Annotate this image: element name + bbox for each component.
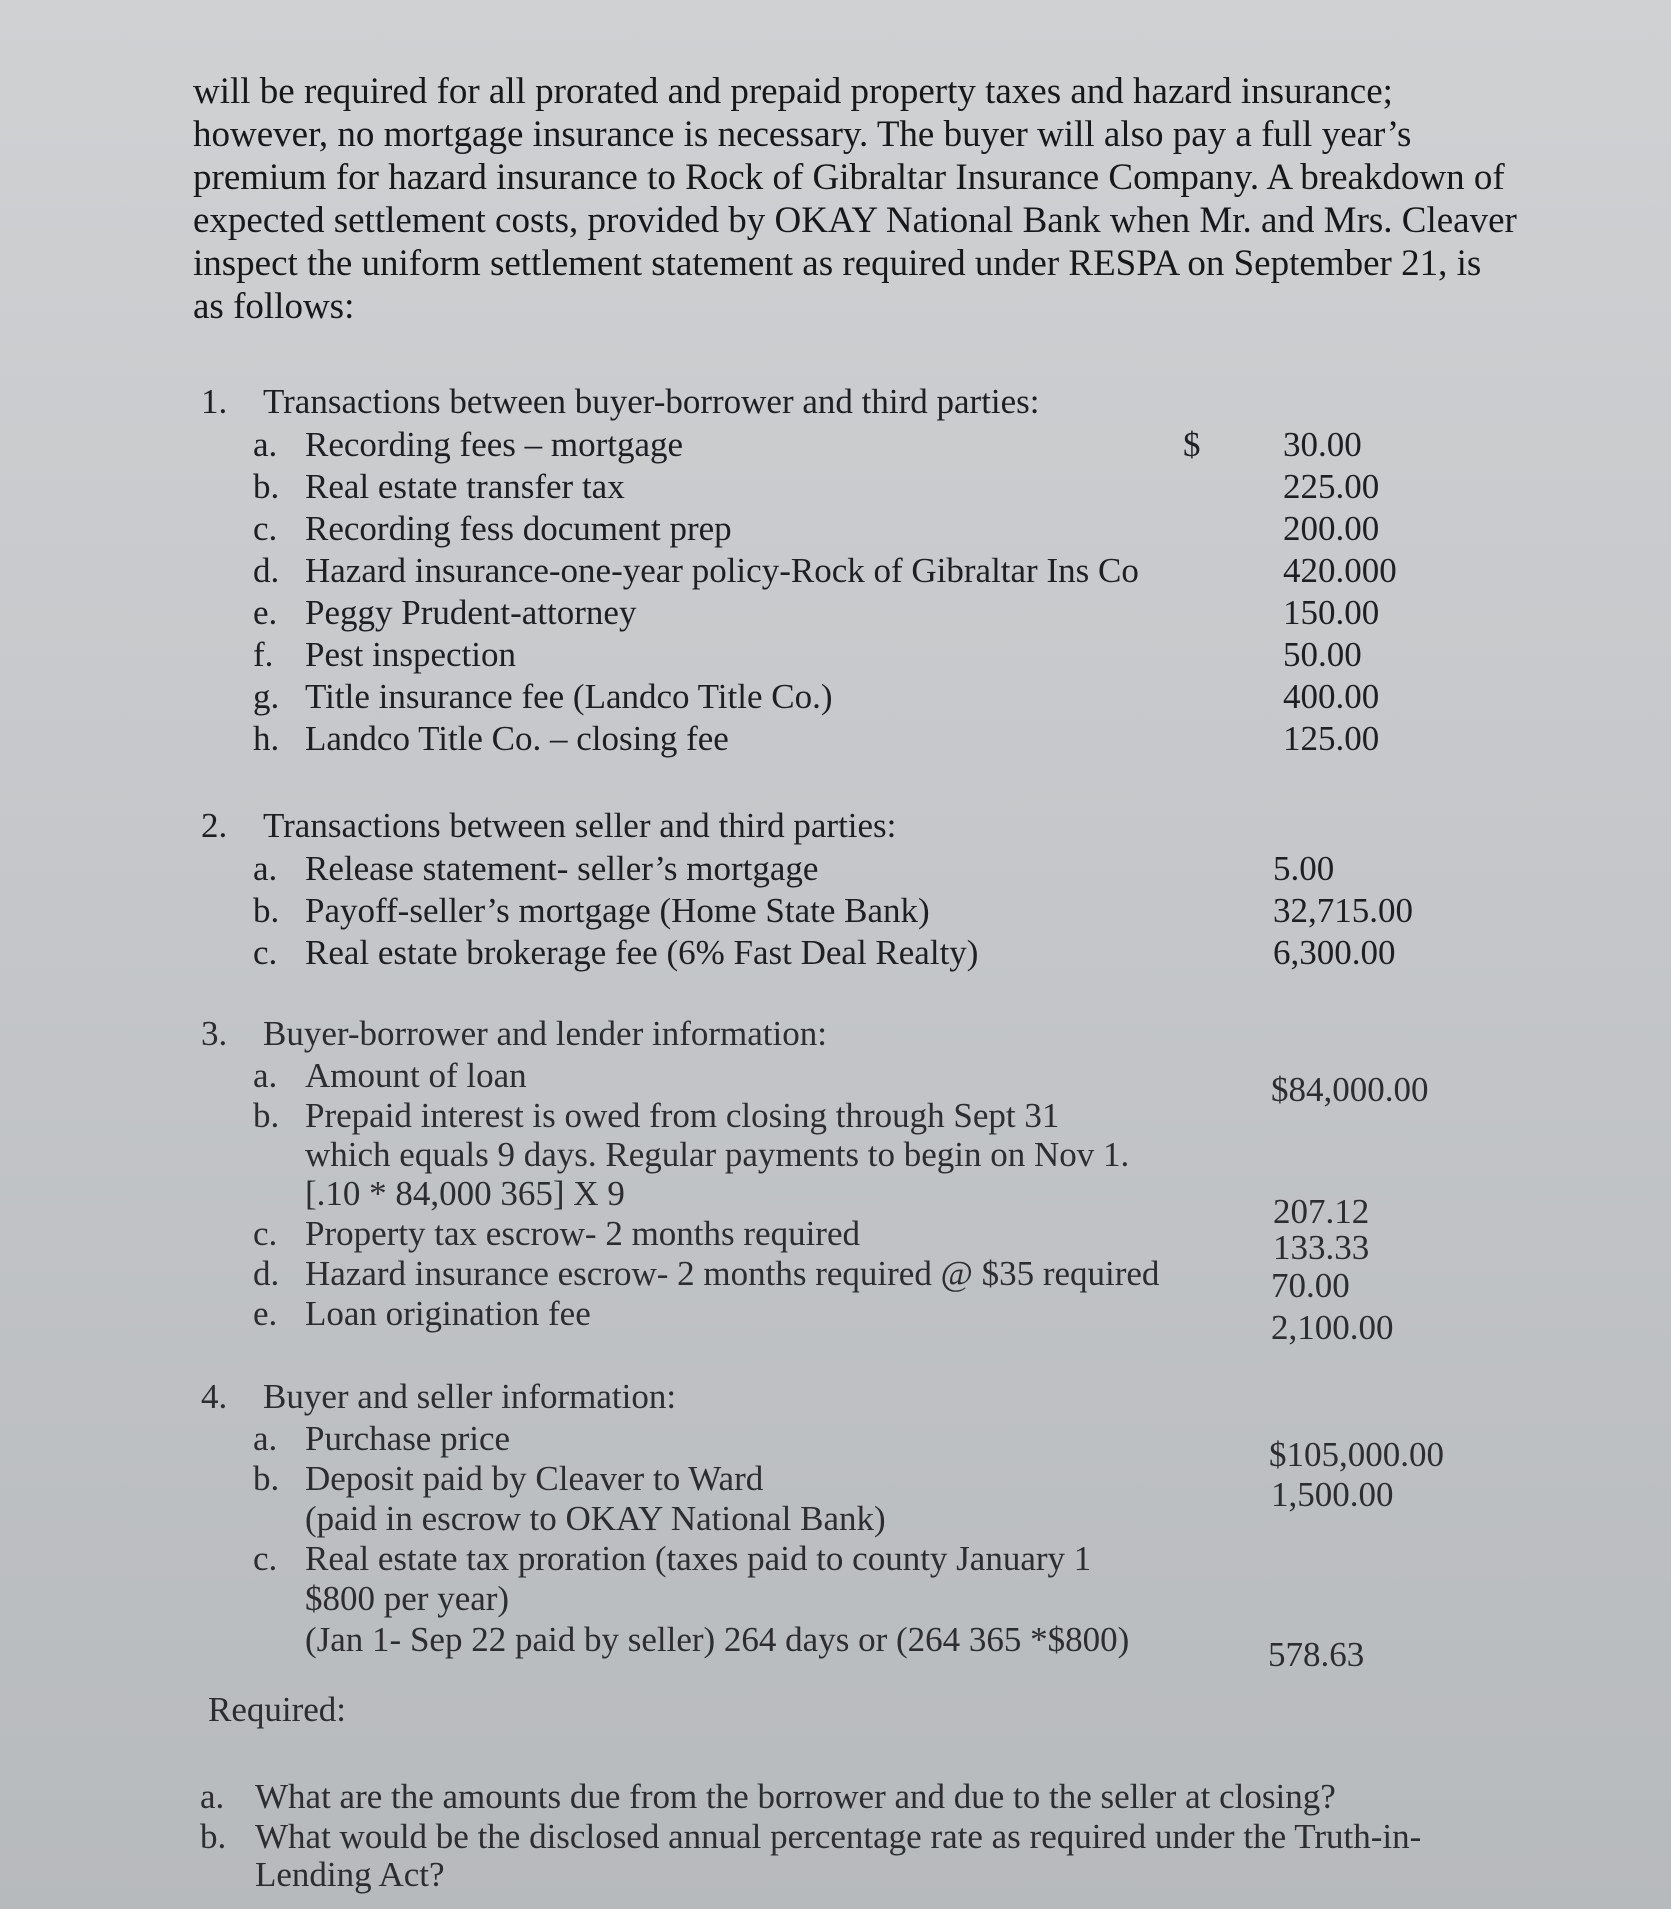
list-item bbox=[193, 676, 1493, 718]
section-number: 3. bbox=[201, 1014, 228, 1053]
item-letter: e. bbox=[253, 1294, 278, 1333]
list-item-continuation bbox=[193, 1499, 1493, 1539]
item-letter: c. bbox=[253, 509, 278, 548]
list-item bbox=[193, 508, 1493, 550]
item-letter: c. bbox=[253, 933, 278, 972]
item-letter: a. bbox=[253, 1419, 278, 1458]
item-amount: 420.000 bbox=[1283, 551, 1397, 590]
item-letter: c. bbox=[253, 1539, 278, 1578]
question-letter: b. bbox=[200, 1817, 227, 1856]
item-amount: 133.33 bbox=[1273, 1228, 1370, 1267]
item-label: Deposit paid by Cleaver to Ward bbox=[305, 1459, 764, 1498]
section-1 bbox=[193, 380, 1493, 760]
item-label: Real estate tax proration (taxes paid to county January 1 bbox=[305, 1539, 1092, 1578]
intro-paragraph bbox=[193, 70, 1553, 328]
required-heading: Required: bbox=[208, 1690, 347, 1729]
item-amount: 6,300.00 bbox=[1273, 933, 1396, 972]
section-heading bbox=[193, 804, 1493, 848]
section-number: 4. bbox=[201, 1377, 228, 1416]
item-continuation: $800 per year) bbox=[305, 1579, 510, 1618]
list-item bbox=[193, 718, 1493, 760]
item-letter: h. bbox=[253, 719, 280, 758]
item-amount: 225.00 bbox=[1283, 467, 1380, 506]
item-letter: e. bbox=[253, 593, 278, 632]
item-continuation: (Jan 1- Sep 22 paid by seller) 264 days or (264 365 *$800) bbox=[305, 1620, 1130, 1659]
item-letter: b. bbox=[253, 891, 280, 930]
section-title: Buyer and seller information: bbox=[263, 1377, 677, 1416]
list-item bbox=[193, 466, 1493, 508]
list-item bbox=[193, 424, 1493, 466]
item-amount: 30.00 bbox=[1283, 425, 1362, 464]
list-item bbox=[193, 550, 1493, 592]
item-label: Real estate transfer tax bbox=[305, 467, 625, 506]
item-continuation: (paid in escrow to OKAY National Bank) bbox=[305, 1499, 886, 1538]
section-heading bbox=[193, 1375, 1493, 1419]
section-title: Buyer-borrower and lender information: bbox=[263, 1014, 827, 1053]
section-3 bbox=[193, 1012, 1493, 1347]
list-item-continuation bbox=[193, 1619, 1493, 1674]
item-letter: b. bbox=[253, 1459, 280, 1498]
intro-line: as follows: bbox=[193, 286, 355, 327]
item-letter: g. bbox=[253, 677, 280, 716]
item-amount: 70.00 bbox=[1271, 1266, 1350, 1305]
item-continuation: [.10 * 84,000 365] X 9 bbox=[305, 1174, 625, 1213]
intro-line: will be required for all prorated and prepaid property taxes and hazard insurance; bbox=[193, 71, 1393, 112]
item-amount: 5.00 bbox=[1273, 849, 1335, 888]
dollar-sign: $ bbox=[1183, 425, 1201, 464]
list-item bbox=[193, 1214, 1493, 1267]
list-item bbox=[193, 1056, 1493, 1109]
item-label: Hazard insurance escrow- 2 months required @ $35 required bbox=[305, 1254, 1160, 1293]
item-label: Amount of loan bbox=[305, 1056, 527, 1095]
question-letter: a. bbox=[200, 1777, 225, 1816]
section-4 bbox=[193, 1375, 1493, 1674]
list-item bbox=[193, 592, 1493, 634]
list-item bbox=[193, 1459, 1493, 1514]
section-2 bbox=[193, 804, 1493, 974]
section-heading bbox=[193, 1012, 1493, 1056]
list-item bbox=[193, 1096, 1493, 1136]
list-item bbox=[193, 634, 1493, 676]
item-amount: 200.00 bbox=[1283, 509, 1380, 548]
item-label: Real estate brokerage fee (6% Fast Deal Realty) bbox=[305, 933, 979, 972]
item-label: Release statement- seller’s mortgage bbox=[305, 849, 819, 888]
item-amount: $105,000.00 bbox=[1269, 1435, 1444, 1474]
item-amount: $84,000.00 bbox=[1271, 1070, 1429, 1109]
section-title: Transactions between seller and third parties: bbox=[263, 806, 897, 845]
item-letter: a. bbox=[253, 425, 278, 464]
item-label: Property tax escrow- 2 months required bbox=[305, 1214, 860, 1253]
item-label: Loan origination fee bbox=[305, 1294, 591, 1333]
item-letter: b. bbox=[253, 467, 280, 506]
question-text: What are the amounts due from the borrower and due to the seller at closing? bbox=[255, 1777, 1336, 1816]
item-amount: 50.00 bbox=[1283, 635, 1362, 674]
item-amount: 125.00 bbox=[1283, 719, 1380, 758]
item-amount: 400.00 bbox=[1283, 677, 1380, 716]
section-heading bbox=[193, 380, 1493, 424]
list-item bbox=[193, 1254, 1493, 1305]
item-letter: c. bbox=[253, 1214, 278, 1253]
item-label: Purchase price bbox=[305, 1419, 511, 1458]
item-label: Hazard insurance-one-year policy-Rock of Gibraltar Ins Co bbox=[305, 551, 1139, 590]
item-letter: f. bbox=[253, 635, 274, 674]
item-amount: 32,715.00 bbox=[1273, 891, 1413, 930]
list-item bbox=[193, 848, 1493, 890]
item-amount: 578.63 bbox=[1268, 1635, 1365, 1674]
item-label: Pest inspection bbox=[305, 635, 516, 674]
item-label: Payoff-seller’s mortgage (Home State Bank) bbox=[305, 891, 930, 930]
item-label: Title insurance fee (Landco Title Co.) bbox=[305, 677, 833, 716]
item-label: Prepaid interest is owed from closing through Sept 31 bbox=[305, 1096, 1060, 1135]
list-item bbox=[193, 1294, 1493, 1347]
item-label: Peggy Prudent-attorney bbox=[305, 593, 637, 632]
list-item bbox=[193, 890, 1493, 932]
item-letter: a. bbox=[253, 1056, 278, 1095]
section-number: 2. bbox=[201, 806, 228, 845]
item-amount: 150.00 bbox=[1283, 593, 1380, 632]
item-label: Landco Title Co. – closing fee bbox=[305, 719, 729, 758]
list-item bbox=[193, 1539, 1493, 1579]
intro-line: however, no mortgage insurance is necessary. The buyer will also pay a full year’s bbox=[193, 114, 1412, 155]
list-item bbox=[193, 1419, 1493, 1474]
item-letter: d. bbox=[253, 1254, 280, 1293]
item-label: Recording fess document prep bbox=[305, 509, 732, 548]
list-item bbox=[193, 932, 1493, 974]
question-text: What would be the disclosed annual percentage rate as required under the Truth-in-Lending Act? bbox=[255, 1817, 1422, 1894]
list-item-continuation bbox=[193, 1136, 1493, 1174]
intro-line: premium for hazard insurance to Rock of Gibraltar Insurance Company. A breakdown of bbox=[193, 157, 1505, 198]
item-letter: b. bbox=[253, 1096, 280, 1135]
item-label: Recording fees – mortgage bbox=[305, 425, 684, 464]
item-amount: 2,100.00 bbox=[1271, 1308, 1394, 1347]
item-letter: a. bbox=[253, 849, 278, 888]
item-letter: d. bbox=[253, 551, 280, 590]
list-item-continuation bbox=[193, 1579, 1493, 1619]
item-amount: 1,500.00 bbox=[1271, 1475, 1394, 1514]
intro-line: inspect the uniform settlement statement as required under RESPA on September 21, is bbox=[193, 243, 1482, 284]
section-number: 1. bbox=[201, 382, 228, 421]
item-amount: 207.12 bbox=[1273, 1192, 1370, 1231]
intro-line: expected settlement costs, provided by OKAY National Bank when Mr. and Mrs. Cleaver bbox=[193, 200, 1517, 241]
section-title: Transactions between buyer-borrower and third parties: bbox=[263, 382, 1040, 421]
item-continuation: which equals 9 days. Regular payments to begin on Nov 1. bbox=[305, 1135, 1130, 1174]
list-item-continuation bbox=[193, 1174, 1493, 1231]
